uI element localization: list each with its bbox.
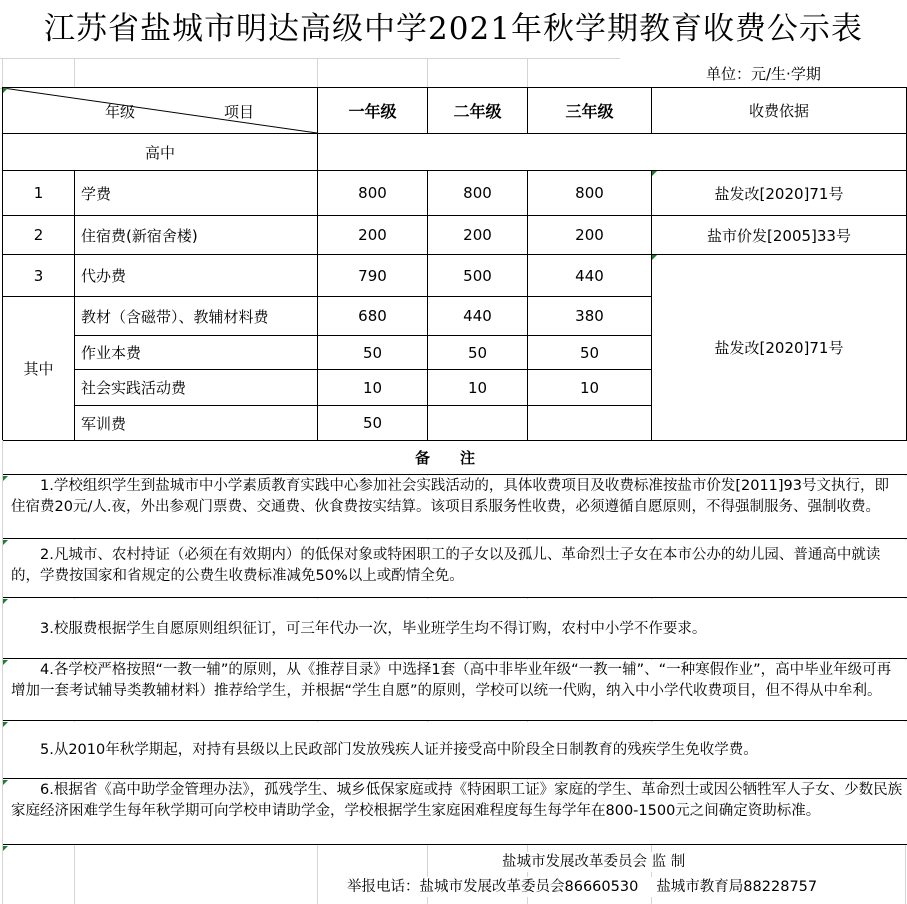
report-line xyxy=(347,877,817,897)
sub-label: 其中 xyxy=(3,297,75,441)
sub-row-grade3: 380 xyxy=(528,297,652,336)
comment-marker-icon xyxy=(3,846,8,851)
row-grade1: 790 xyxy=(318,255,428,297)
note-item xyxy=(3,599,907,659)
merged-basis: 盐发改[2020]71号 xyxy=(652,255,907,441)
page-title: 江苏省盐城市明达高级中学2021年秋学期教育收费公示表 xyxy=(0,0,907,58)
row-grade3: 440 xyxy=(528,255,652,297)
section-spacer xyxy=(318,134,907,171)
row-grade2: 200 xyxy=(428,216,528,255)
note-text: 1.学校组织学生到盐城市中小学素质教育实践中心参加社会实践活动的，具体收费项目及收费标准按盐市价发[2011]93号文执行，即住宿费20元/人.夜，外出参观门票费、交通费、伙食费按实结算。该项目系服务性收费，必须遵循自愿原则，不得强制服务、强制收费。 xyxy=(11,478,889,515)
note-item xyxy=(3,722,907,779)
sub-row-grade2 xyxy=(428,406,528,441)
section-label: 高中 xyxy=(3,134,318,171)
sub-row-grade3 xyxy=(528,406,652,441)
sub-row-grade2: 10 xyxy=(428,370,528,406)
report-label: 举报电话： xyxy=(347,879,420,895)
row-basis: 盐市价发[2005]33号 xyxy=(652,216,907,255)
note-item xyxy=(3,780,907,845)
sub-row-item: 社会实践活动费 xyxy=(75,370,318,406)
comment-marker-icon xyxy=(652,171,657,176)
comment-marker-icon xyxy=(3,540,8,545)
basis-header: 收费依据 xyxy=(652,88,907,134)
unit-label: 单位：元/生·学期 xyxy=(620,58,907,88)
grade-header-label: 年级 xyxy=(105,103,136,121)
row-grade1: 800 xyxy=(318,171,428,216)
supervisor-line: 盐城市发展改革委员会 监 制 xyxy=(502,854,686,870)
notes-title xyxy=(3,441,907,475)
note-item xyxy=(3,540,907,598)
sub-row-grade1: 50 xyxy=(318,406,428,441)
row-grade2: 800 xyxy=(428,171,528,216)
sub-row-grade2: 50 xyxy=(428,336,528,370)
comment-marker-icon xyxy=(3,88,8,93)
item-header-label: 项目 xyxy=(224,103,255,121)
row-grade1: 200 xyxy=(318,216,428,255)
grade3-header: 三年级 xyxy=(528,88,652,134)
row-item: 住宿费(新宿舍楼) xyxy=(75,216,318,255)
row-grade3: 200 xyxy=(528,216,652,255)
row-grade2: 500 xyxy=(428,255,528,297)
note-text: 6.根据省《高中助学金管理办法》，孤残学生、城乡低保家庭或持《特困职工证》家庭的学生、革命烈士或因公牺牲军人子女、少数民族家庭经济困难学生每年秋学期可向学校申请助学金，学校根据学生家庭困难程度每生每学年在800-1500元之间确定资助标准。 xyxy=(11,782,903,819)
note-text: 3.校服费根据学生自愿原则组织征订，可三年代办一次，毕业班学生均不得订购，农村中小学不作要求。 xyxy=(40,621,707,637)
comment-marker-icon xyxy=(3,476,8,481)
row-number: 3 xyxy=(3,255,75,297)
report-phone-ndrc: 盐城市发展改革委员会86660530 xyxy=(419,879,639,895)
sub-row-grade1: 10 xyxy=(318,370,428,406)
comment-marker-icon xyxy=(3,660,8,665)
comment-marker-icon xyxy=(652,255,657,260)
sub-row-grade1: 50 xyxy=(318,336,428,370)
row-item: 代办费 xyxy=(75,255,318,297)
note-text: 4.各学校严格按照“一教一辅”的原则，从《推荐目录》中选择1套（高中非毕业年级“一教一辅”、“一种寒假作业”，高中毕业年级可再增加一套考试辅导类教辅材料）推荐给学生，并根据“学生自愿”的原则，学校可以统一代购，纳入中小学代收费项目，但不得从中牟利。 xyxy=(11,662,892,699)
sub-row-grade3: 10 xyxy=(528,370,652,406)
grade2-header: 二年级 xyxy=(428,88,528,134)
diagonal-line xyxy=(3,88,317,133)
row-item: 学费 xyxy=(75,171,318,216)
note-text: 5.从2010年秋学期起，对持有县级以上民政部门发放残疾人证并接受高中阶段全日制教育的残疾学生免收学费。 xyxy=(40,742,758,758)
row-basis: 盐发改[2020]71号 xyxy=(652,171,907,216)
grade1-header: 一年级 xyxy=(318,88,428,134)
sub-row-item: 作业本费 xyxy=(75,336,318,370)
report-phone-edu: 盐城市教育局88228757 xyxy=(656,879,818,895)
sub-row-grade1: 680 xyxy=(318,297,428,336)
note-text: 2.凡城市、农村持证（必须在有效期内）的低保对象或特困职工的子女以及孤儿、革命烈士子女在本市公办的幼儿园、普通高中就读的，学费按国家和省规定的公费生收费标准减免50%以上或酌情全免。 xyxy=(11,547,881,584)
row-number: 1 xyxy=(3,171,75,216)
row-number: 2 xyxy=(3,216,75,255)
comment-marker-icon xyxy=(3,722,8,727)
notes-title-text: 备 注 xyxy=(414,449,475,467)
sub-row-item: 教材（含磁带）、教辅材料费 xyxy=(75,297,318,336)
sub-row-item: 军训费 xyxy=(75,406,318,441)
comment-marker-icon xyxy=(3,599,8,604)
note-item xyxy=(3,660,907,721)
comment-marker-icon xyxy=(3,780,8,785)
sub-row-grade3: 50 xyxy=(528,336,652,370)
row-grade3: 800 xyxy=(528,171,652,216)
sub-row-grade2: 440 xyxy=(428,297,528,336)
header-corner xyxy=(3,88,318,134)
note-item xyxy=(3,476,907,539)
